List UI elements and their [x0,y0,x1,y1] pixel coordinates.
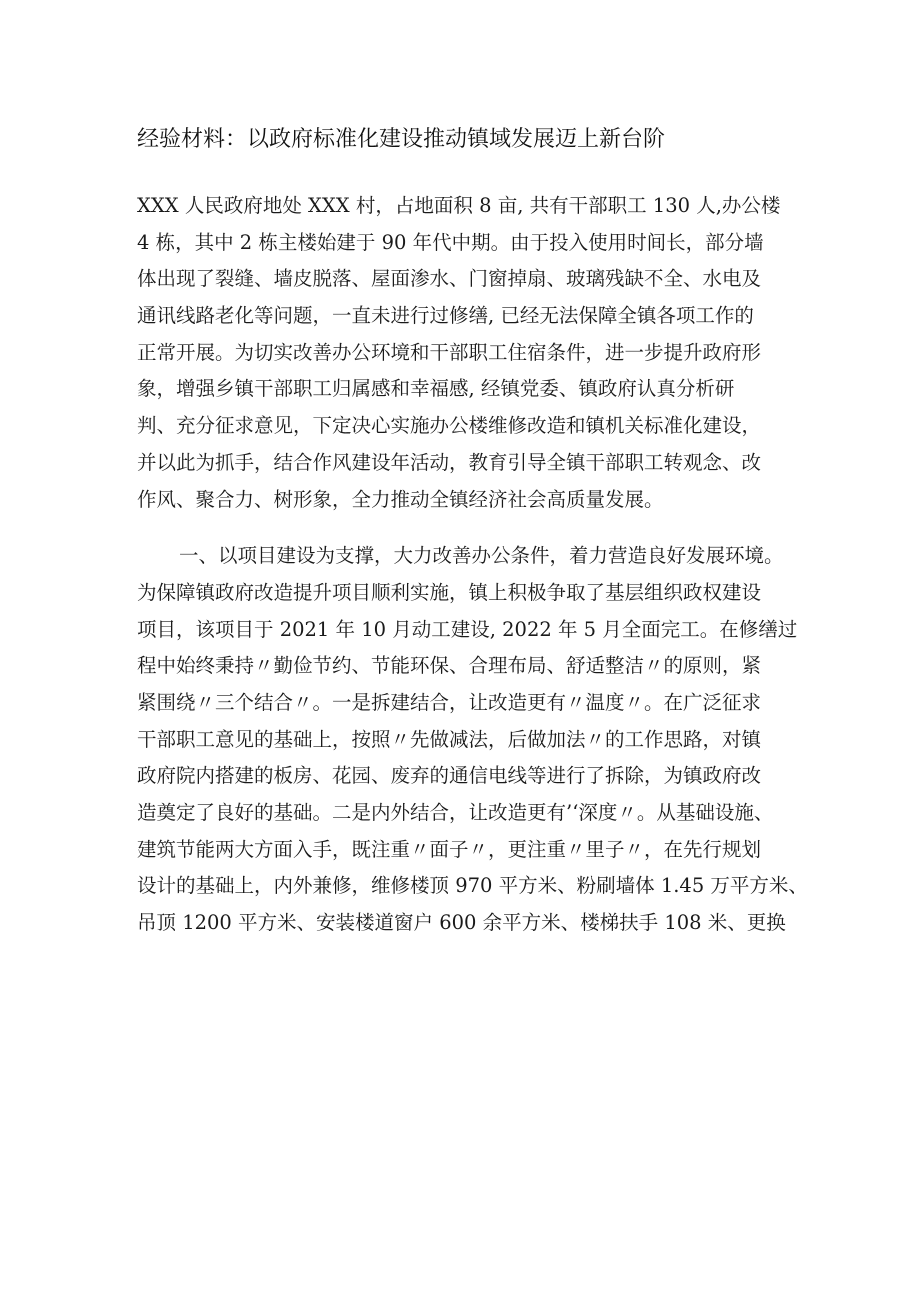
paragraph-line: 造奠定了良好的基础。二是内外结合，让改造更有’‘深度〃。从基础设施、 [137,801,774,824]
paragraph-line: 干部职工意见的基础上，按照〃先做减法，后做加法〃的工作思路，对镇 [137,727,762,751]
paragraph-line: XXX 人民政府地处 XXX 村，占地面积 8 亩, 共有干部职工 130 人,办公楼 [137,194,781,217]
document-body [137,188,837,942]
paragraph-line: 吊顶 1200 平方米、安装楼道窗户 600 余平方米、楼梯扶手 108 米、更换 [137,911,786,935]
paragraph-line: 一、以项目建设为支撑，大力改善办公条件，着力营造良好发展环境。 [179,544,784,568]
paragraph-line: 通讯线路老化等问题，一直未进行过修缮, 已经无法保障全镇各项工作的 [137,304,754,328]
paragraph-line: 4 栋，其中 2 栋主楼始建于 90 年代中期。由于投入使用时间长，部分墙 [137,230,764,254]
paragraph-line: 并以此为抓手，结合作风建设年活动，教育引导全镇干部职工转观念、改 [137,450,762,474]
paragraph-line: 设计的基础上，内外兼修，维修楼顶 970 平方米、粉刷墙体 1.45 万平方米、 [137,874,808,898]
paragraph-2 [137,538,837,942]
paragraph-line: 判、充分征求意见，下定决心实施办公楼维修改造和镇机关标准化建设， [137,414,762,438]
paragraph-line: 紧围绕〃三个结合〃。一是拆建结合，让改造更有〃温度〃。在广泛征求 [137,690,762,714]
paragraph-line: 体出现了裂缝、墙皮脱落、屋面渗水、门窗掉扇、玻璃残缺不全、水电及 [137,267,762,291]
paragraph-line: 正常开展。为切实改善办公环境和干部职工住宿条件，进一步提升政府形 [137,340,762,364]
paragraph-line: 建筑节能两大方面入手，既注重〃面子〃，更注重〃里子〃，在先行规划 [137,837,762,861]
paragraph-line: 为保障镇政府改造提升项目顺利实施，镇上积极争取了基层组织政权建设 [137,580,762,604]
paragraph-line: 象，增强乡镇干部职工归属感和幸福感, 经镇党委、镇政府认真分析研 [137,377,735,401]
paragraph-line: 程中始终秉持〃勤俭节约、节能环保、合理布局、舒适整洁〃的原则，紧 [137,654,762,678]
paragraph-line: 政府院内搭建的板房、花园、废弃的通信电线等进行了拆除，为镇政府改 [137,764,762,788]
document-title: 经验材料：以政府标准化建设推动镇域发展迈上新台阶 [137,127,666,152]
paragraph-line: 项目，该项目于 2021 年 10 月动工建设, 2022 年 5 月全面完工。在修缮过 [137,617,798,641]
paragraph-line: 作风、聚合力、树形象，全力推动全镇经济社会高质量发展。 [137,487,664,511]
paragraph-spacer [137,518,837,538]
paragraph-1 [137,188,837,518]
